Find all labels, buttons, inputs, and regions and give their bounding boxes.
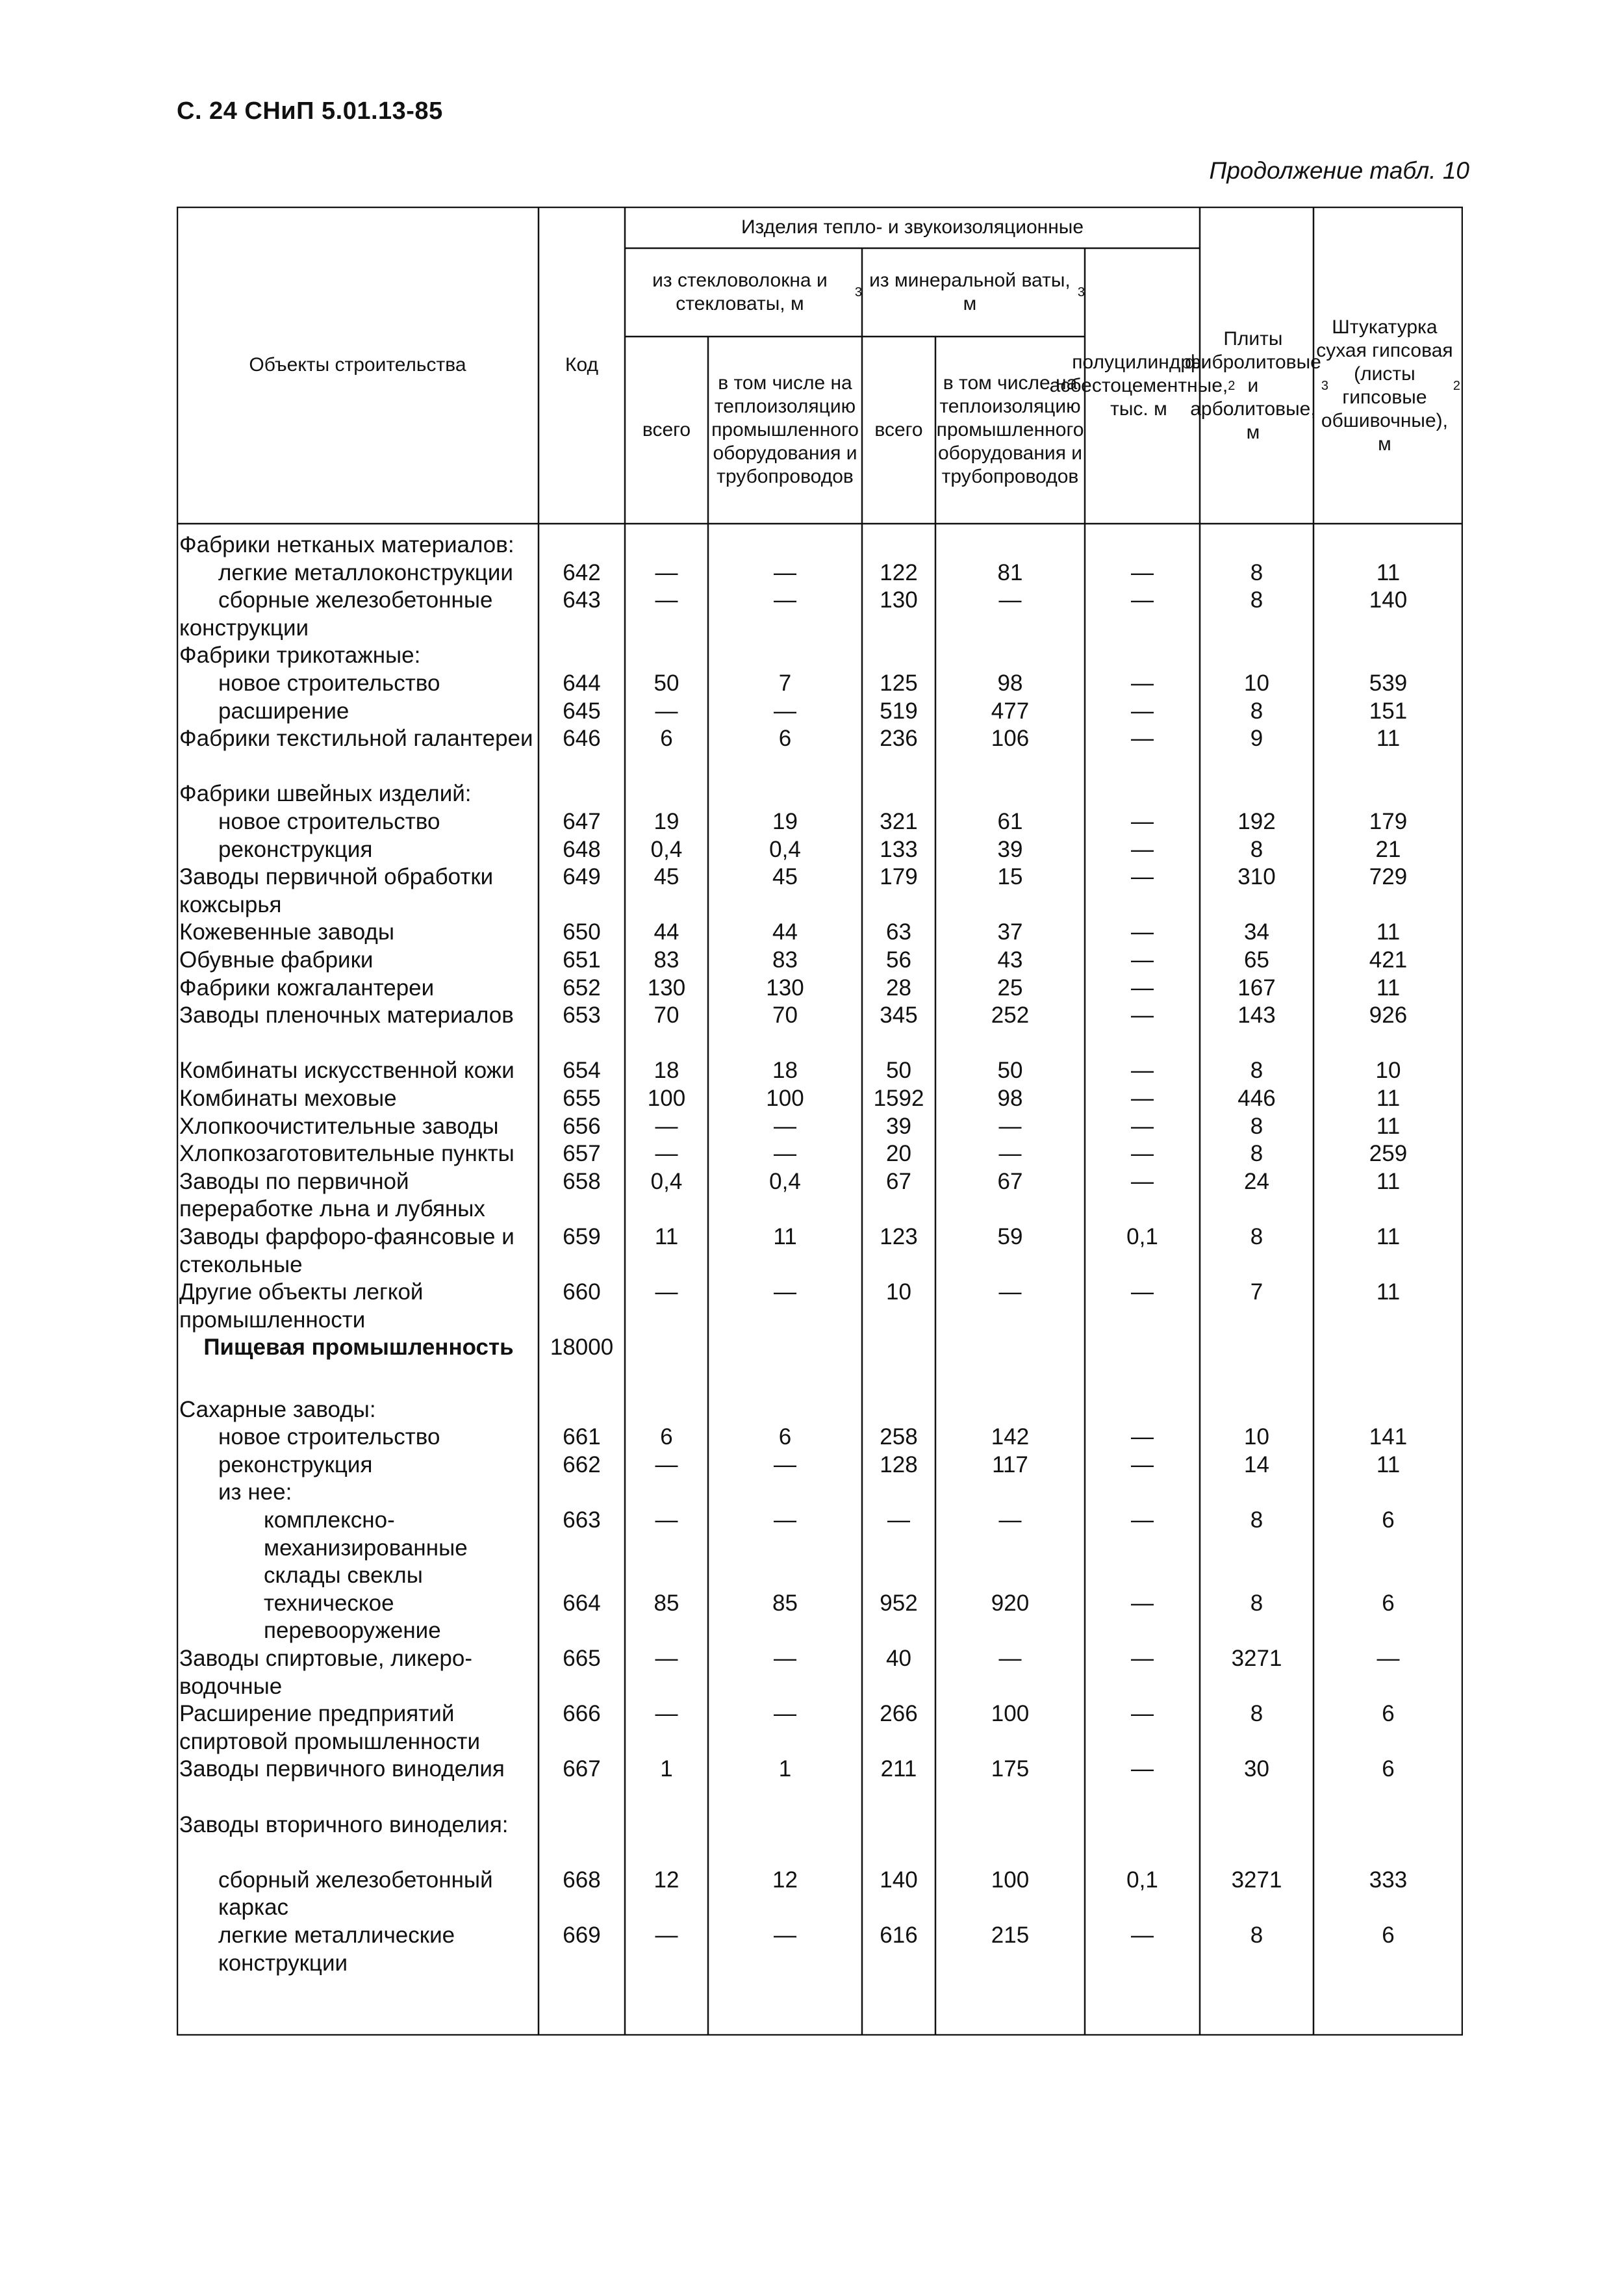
row-cell-code: 667 — [563, 1756, 601, 1782]
row-cell-code: 662 — [563, 1451, 601, 1477]
row-cell-code: 668 — [563, 1867, 601, 1893]
row-object-name: Комбинаты искусственной кожи — [179, 1058, 514, 1084]
row-cell-g2: 18 — [772, 1058, 798, 1084]
row-object-name: Заводы по первичной переработке льна и лубяных — [179, 1168, 485, 1222]
row-cell-m1: 40 — [886, 1646, 911, 1671]
row-cell-s: 11 — [1376, 975, 1401, 1001]
row-cell-p: 8 — [1250, 587, 1263, 613]
row-cell-g1: 19 — [653, 809, 679, 834]
row-object-name: Заводы первичной обработки кожсырья — [179, 864, 494, 917]
row-cell-g2: 0,4 — [769, 836, 801, 862]
row-cell-s: 21 — [1375, 836, 1401, 862]
row-cell-h: — — [1131, 1451, 1154, 1477]
row-object-name: Комбинаты меховые — [179, 1086, 397, 1111]
row-cell-p: 167 — [1237, 975, 1276, 1001]
row-cell-h: — — [1131, 1141, 1154, 1167]
row-cell-s: 6 — [1382, 1590, 1395, 1616]
row-cell-g2: 1 — [778, 1756, 792, 1782]
row-cell-g1: 18 — [653, 1058, 679, 1084]
row-cell-p: 34 — [1244, 919, 1269, 945]
row-cell-s: 6 — [1382, 1507, 1395, 1533]
row-cell-p: 8 — [1250, 1923, 1263, 1948]
row-cell-h: — — [1131, 671, 1154, 696]
row-cell-h: — — [1131, 1279, 1154, 1305]
row-cell-h: — — [1131, 1646, 1154, 1671]
row-object-name: расширение — [218, 698, 349, 724]
row-cell-m1: 39 — [886, 1113, 911, 1139]
row-object-name: Пищевая промышленность — [203, 1335, 514, 1361]
row-cell-s: 151 — [1369, 698, 1408, 724]
row-cell-m1: 56 — [886, 947, 911, 973]
row-cell-g2: 6 — [778, 1424, 792, 1450]
row-cell-s: 141 — [1369, 1424, 1408, 1450]
row-cell-m2: 106 — [991, 726, 1030, 752]
row-cell-m2: — — [998, 1507, 1022, 1533]
row-cell-m2: 117 — [992, 1451, 1028, 1477]
row-cell-code: 646 — [563, 726, 601, 752]
row-object-name: сборный железобетонный каркас — [218, 1867, 493, 1921]
row-cell-code: 659 — [563, 1224, 601, 1249]
col-header-mineral-total: всего — [874, 419, 923, 441]
row-object-name: Фабрики нетканых материалов: — [179, 532, 514, 557]
row-cell-m2: 50 — [997, 1058, 1023, 1084]
row-cell-code: 651 — [563, 947, 601, 973]
col-header-glass: из стекловолокна и стекловаты, м 3 — [652, 270, 862, 314]
row-cell-g2: 11 — [773, 1224, 797, 1249]
row-object-name: Фабрики кожгалантереи — [179, 975, 435, 1001]
row-object-name: комплексно-механизированные склады свеклы — [264, 1507, 468, 1589]
row-cell-s: 11 — [1376, 1168, 1401, 1194]
row-cell-s: 6 — [1382, 1756, 1395, 1782]
row-cell-g2: 45 — [772, 864, 798, 890]
row-object-name: Расширение предприятий спиртовой промышленности — [179, 1701, 481, 1754]
row-cell-p: 8 — [1250, 559, 1263, 585]
row-cell-m2: 477 — [991, 698, 1030, 724]
row-cell-g2: — — [774, 698, 796, 724]
row-cell-p: 8 — [1250, 1224, 1263, 1249]
row-cell-g2: — — [774, 1923, 796, 1948]
row-cell-code: 644 — [563, 671, 601, 696]
row-cell-g2: 19 — [772, 809, 798, 834]
row-cell-s: 11 — [1376, 1279, 1401, 1305]
row-cell-g1: — — [655, 1923, 678, 1948]
row-cell-m1: 50 — [886, 1058, 911, 1084]
row-cell-s: 729 — [1369, 864, 1408, 890]
row-cell-g1: — — [655, 1507, 678, 1533]
row-cell-h: — — [1131, 975, 1154, 1001]
row-cell-code: 18000 — [550, 1335, 614, 1361]
row-cell-p: 143 — [1237, 1003, 1276, 1029]
row-cell-s: 11 — [1376, 1224, 1401, 1249]
row-cell-m1: 67 — [886, 1168, 911, 1194]
row-cell-m2: — — [998, 1141, 1022, 1167]
row-cell-g2: 100 — [766, 1086, 804, 1111]
row-cell-g1: 11 — [654, 1224, 679, 1249]
col-header-objects: Объекты строительства — [249, 354, 466, 376]
row-object-name: Заводы вторичного виноделия: — [179, 1811, 509, 1837]
row-cell-s: 140 — [1369, 587, 1408, 613]
row-cell-m1: 128 — [880, 1451, 918, 1477]
row-cell-code: 643 — [563, 587, 601, 613]
row-cell-g2: 44 — [772, 919, 798, 945]
col-header-mineral: из минеральной ваты, м 3 — [869, 270, 1085, 314]
row-cell-p: 8 — [1250, 1058, 1263, 1084]
row-cell-g1: 83 — [653, 947, 679, 973]
row-cell-m2: — — [998, 1646, 1022, 1671]
row-cell-m1: 123 — [880, 1224, 918, 1249]
row-object-name: Заводы первичного виноделия — [179, 1756, 505, 1782]
row-cell-m2: 98 — [997, 1086, 1023, 1111]
row-cell-s: 11 — [1376, 559, 1401, 585]
table-continuation-label: Продолжение табл. 10 — [1209, 157, 1469, 184]
row-cell-g1: 44 — [653, 919, 679, 945]
row-object-name: Хлопкоочистительные заводы — [179, 1113, 499, 1139]
row-cell-s: 11 — [1376, 1451, 1401, 1477]
row-cell-p: 3271 — [1231, 1867, 1282, 1893]
row-cell-g1: 6 — [660, 1424, 673, 1450]
row-cell-code: 655 — [563, 1086, 601, 1111]
row-cell-p: 10 — [1244, 1424, 1269, 1450]
row-object-name: реконструкция — [218, 1451, 373, 1477]
row-cell-h: — — [1131, 587, 1154, 613]
row-cell-s: 6 — [1382, 1923, 1395, 1948]
row-cell-g2: 12 — [772, 1867, 798, 1893]
row-cell-g1: — — [655, 1451, 678, 1477]
row-cell-h: — — [1131, 1507, 1154, 1533]
row-cell-p: 192 — [1237, 809, 1276, 834]
row-object-name: реконструкция — [218, 836, 373, 862]
col-header-plaster: Штукатурка сухая гипсовая (листы гипсовые обшивочные), м 2 — [1316, 316, 1460, 455]
row-cell-g2: — — [774, 1507, 796, 1533]
row-cell-p: 8 — [1250, 836, 1263, 862]
row-cell-s: 11 — [1376, 1086, 1401, 1111]
row-cell-p: 8 — [1250, 1590, 1263, 1616]
row-cell-h: — — [1131, 947, 1154, 973]
row-cell-p: 30 — [1244, 1756, 1269, 1782]
row-cell-h: — — [1131, 726, 1154, 752]
row-cell-m2: 61 — [997, 809, 1023, 834]
row-cell-s: 11 — [1376, 1113, 1401, 1139]
row-cell-m1: 952 — [880, 1590, 918, 1616]
row-cell-g2: 85 — [772, 1590, 798, 1616]
row-cell-p: 446 — [1237, 1086, 1276, 1111]
row-cell-s: 11 — [1376, 919, 1401, 945]
row-object-name: Заводы пленочных материалов — [179, 1003, 514, 1029]
row-cell-code: 652 — [563, 975, 601, 1001]
row-object-name: Заводы фарфоро-фаянсовые и стекольные — [179, 1224, 514, 1277]
row-cell-m1: 236 — [880, 726, 918, 752]
row-cell-p: 8 — [1250, 1701, 1263, 1727]
row-cell-g1: — — [655, 1113, 678, 1139]
row-cell-m2: 215 — [991, 1923, 1030, 1948]
row-cell-g1: — — [655, 1701, 678, 1727]
row-cell-code: 654 — [563, 1058, 601, 1084]
row-cell-p: 8 — [1250, 1113, 1263, 1139]
row-cell-g2: — — [774, 587, 796, 613]
row-cell-g1: — — [655, 559, 678, 585]
row-cell-p: 310 — [1237, 864, 1276, 890]
row-cell-code: 660 — [563, 1279, 601, 1305]
row-cell-h: — — [1131, 1590, 1154, 1616]
row-cell-g1: — — [655, 1646, 678, 1671]
row-cell-g2: — — [774, 1646, 796, 1671]
row-cell-h: — — [1131, 1701, 1154, 1727]
row-cell-code: 665 — [563, 1646, 601, 1671]
row-cell-g1: — — [655, 698, 678, 724]
row-cell-m1: 616 — [880, 1923, 918, 1948]
row-cell-code: 656 — [563, 1113, 601, 1139]
row-cell-code: 648 — [563, 836, 601, 862]
row-cell-h: — — [1131, 1756, 1154, 1782]
row-cell-g2: — — [774, 1701, 796, 1727]
row-cell-m1: 345 — [880, 1003, 918, 1029]
row-cell-g1: 0,4 — [650, 836, 683, 862]
row-cell-m1: 321 — [880, 809, 918, 834]
row-cell-code: 661 — [563, 1424, 601, 1450]
row-cell-g1: — — [655, 1141, 678, 1167]
row-object-name: Кожевенные заводы — [179, 919, 394, 945]
row-cell-s: 259 — [1369, 1141, 1408, 1167]
row-cell-p: 24 — [1244, 1168, 1269, 1194]
row-cell-h: — — [1131, 1113, 1154, 1139]
row-object-name: новое строительство — [218, 671, 440, 696]
row-object-name: Заводы спиртовые, ликеро-водочные — [179, 1646, 473, 1699]
row-cell-code: 663 — [563, 1507, 601, 1533]
row-cell-h: — — [1131, 559, 1154, 585]
row-object-name: Другие объекты легкой промышленности — [179, 1279, 424, 1333]
row-cell-g1: 45 — [653, 864, 679, 890]
row-cell-m2: 142 — [991, 1424, 1030, 1450]
row-cell-s: 421 — [1369, 947, 1408, 973]
row-cell-p: 14 — [1244, 1451, 1269, 1477]
row-cell-m1: 133 — [880, 836, 918, 862]
row-object-name: Обувные фабрики — [179, 947, 374, 973]
row-cell-g2: 83 — [772, 947, 798, 973]
row-cell-m1: 122 — [880, 559, 918, 585]
row-cell-p: 8 — [1250, 1141, 1263, 1167]
row-cell-g2: — — [774, 1451, 796, 1477]
row-cell-h: — — [1131, 1424, 1154, 1450]
col-header-glass-total: всего — [642, 419, 691, 441]
row-cell-g1: 0,4 — [650, 1168, 683, 1194]
row-cell-p: 3271 — [1231, 1646, 1282, 1671]
row-cell-h: — — [1131, 1168, 1154, 1194]
col-header-group: Изделия тепло- и звукоизоляционные — [741, 216, 1084, 238]
row-cell-s: 926 — [1369, 1003, 1408, 1029]
row-cell-h: — — [1131, 1923, 1154, 1948]
row-object-name: легкие металлоконструкции — [218, 559, 513, 585]
row-cell-p: 9 — [1250, 726, 1263, 752]
row-cell-m1: 20 — [886, 1141, 911, 1167]
row-cell-s: — — [1377, 1646, 1400, 1671]
row-object-name: сборные железобетонные — [218, 587, 493, 613]
row-cell-m2: 920 — [991, 1590, 1030, 1616]
row-cell-g2: 130 — [766, 975, 804, 1001]
row-object-name: новое строительство — [218, 809, 440, 834]
row-cell-m1: 125 — [880, 671, 918, 696]
row-cell-m2: — — [998, 1279, 1022, 1305]
row-cell-s: 10 — [1375, 1058, 1401, 1084]
row-cell-h: 0,1 — [1126, 1224, 1158, 1249]
row-cell-h: 0,1 — [1126, 1867, 1158, 1893]
row-cell-m1: 1592 — [873, 1086, 924, 1111]
row-cell-code: 658 — [563, 1168, 601, 1194]
row-cell-g2: 70 — [772, 1003, 798, 1029]
row-cell-m2: — — [998, 1113, 1022, 1139]
col-header-half-cylinders: полуцилиндры асбестоцементные, тыс. м 2 — [1049, 351, 1236, 420]
row-cell-s: 11 — [1376, 726, 1401, 752]
row-cell-s: 333 — [1369, 1867, 1408, 1893]
row-cell-code: 650 — [563, 919, 601, 945]
row-cell-h: — — [1131, 1003, 1154, 1029]
row-cell-m1: 28 — [886, 975, 911, 1001]
row-cell-p: 65 — [1244, 947, 1269, 973]
row-object-name: Фабрики текстильной галантереи — [179, 726, 533, 752]
row-cell-h: — — [1131, 864, 1154, 890]
row-cell-m2: 37 — [997, 919, 1023, 945]
row-cell-g1: 100 — [647, 1086, 686, 1111]
row-cell-code: 653 — [563, 1003, 601, 1029]
row-object-name: Хлопкозаготовительные пункты — [179, 1141, 514, 1167]
row-cell-h: — — [1131, 698, 1154, 724]
row-cell-g1: 6 — [660, 726, 673, 752]
row-cell-m2: 67 — [997, 1168, 1023, 1194]
row-cell-m2: 100 — [991, 1867, 1030, 1893]
row-cell-m2: 175 — [991, 1756, 1030, 1782]
row-cell-g1: 1 — [660, 1756, 673, 1782]
row-cell-m2: 252 — [991, 1003, 1030, 1029]
row-cell-h: — — [1131, 1086, 1154, 1111]
row-cell-m1: 258 — [880, 1424, 918, 1450]
row-cell-m1: 63 — [886, 919, 911, 945]
row-object-name: Фабрики трикотажные: — [179, 643, 421, 669]
row-cell-m2: 25 — [997, 975, 1023, 1001]
row-cell-g1: — — [655, 1279, 678, 1305]
row-cell-s: 6 — [1382, 1701, 1395, 1727]
row-object-name: конструкции — [179, 615, 309, 641]
row-cell-m2: — — [998, 587, 1022, 613]
row-cell-p: 10 — [1244, 671, 1269, 696]
col-header-glass-incl: в том числе на теплоизоляцию промышленного оборудования и трубопроводов — [711, 372, 859, 487]
row-cell-m2: 59 — [997, 1224, 1023, 1249]
row-object-name: Фабрики швейных изделий: — [179, 781, 472, 807]
row-cell-g2: 0,4 — [769, 1168, 801, 1194]
row-cell-m1: 211 — [880, 1756, 917, 1782]
row-object-name: Сахарные заводы: — [179, 1396, 376, 1422]
row-cell-m1: 266 — [880, 1701, 918, 1727]
row-cell-s: 539 — [1369, 671, 1408, 696]
row-cell-code: 642 — [563, 559, 601, 585]
row-cell-code: 645 — [563, 698, 601, 724]
page-header: С. 24 СНиП 5.01.13-85 — [177, 97, 443, 125]
col-header-code: Код — [565, 354, 598, 376]
row-cell-code: 649 — [563, 864, 601, 890]
col-header-mineral-incl: в том числе на теплоизоляцию промышленного оборудования и трубопроводов — [936, 372, 1084, 487]
row-cell-g1: 70 — [653, 1003, 679, 1029]
row-cell-g2: — — [774, 1141, 796, 1167]
row-object-name: легкие металлические конструкции — [218, 1923, 455, 1976]
row-cell-m1: — — [887, 1507, 910, 1533]
row-cell-code: 664 — [563, 1590, 601, 1616]
row-cell-m1: 140 — [880, 1867, 918, 1893]
row-cell-g1: 130 — [647, 975, 686, 1001]
row-cell-g1: — — [655, 587, 678, 613]
row-cell-g2: — — [774, 559, 796, 585]
row-object-name: из нее: — [218, 1479, 292, 1505]
row-cell-p: 8 — [1250, 698, 1263, 724]
row-object-name: новое строительство — [218, 1424, 440, 1450]
row-cell-g1: 12 — [653, 1867, 679, 1893]
col-header-plates: Плиты фибролитовые и арболитовые, м 3 — [1185, 328, 1328, 443]
row-cell-m2: 15 — [997, 864, 1023, 890]
row-cell-g2: — — [774, 1279, 796, 1305]
row-cell-code: 647 — [563, 809, 601, 834]
row-cell-code: 666 — [563, 1701, 601, 1727]
row-cell-h: — — [1131, 809, 1154, 834]
row-cell-m2: 81 — [997, 559, 1023, 585]
row-cell-g1: 50 — [653, 671, 679, 696]
row-cell-g2: — — [774, 1113, 796, 1139]
row-cell-p: 7 — [1250, 1279, 1263, 1305]
row-cell-m2: 39 — [997, 836, 1023, 862]
row-cell-s: 179 — [1369, 809, 1408, 834]
row-cell-g2: 6 — [778, 726, 792, 752]
row-cell-code: 657 — [563, 1141, 601, 1167]
row-cell-m1: 519 — [880, 698, 918, 724]
row-cell-h: — — [1131, 1058, 1154, 1084]
row-cell-m1: 130 — [880, 587, 918, 613]
data-table — [177, 207, 1463, 2036]
row-cell-m2: 43 — [997, 947, 1023, 973]
row-cell-g2: 7 — [778, 671, 792, 696]
row-cell-h: — — [1131, 836, 1154, 862]
row-cell-h: — — [1131, 919, 1154, 945]
row-cell-m2: 100 — [991, 1701, 1030, 1727]
row-cell-m2: 98 — [997, 671, 1023, 696]
row-cell-code: 669 — [563, 1923, 601, 1948]
row-object-name: техническое перевооружение — [264, 1590, 441, 1644]
row-cell-g1: 85 — [653, 1590, 679, 1616]
row-cell-p: 8 — [1250, 1507, 1263, 1533]
row-cell-m1: 10 — [886, 1279, 911, 1305]
row-cell-m1: 179 — [880, 864, 918, 890]
